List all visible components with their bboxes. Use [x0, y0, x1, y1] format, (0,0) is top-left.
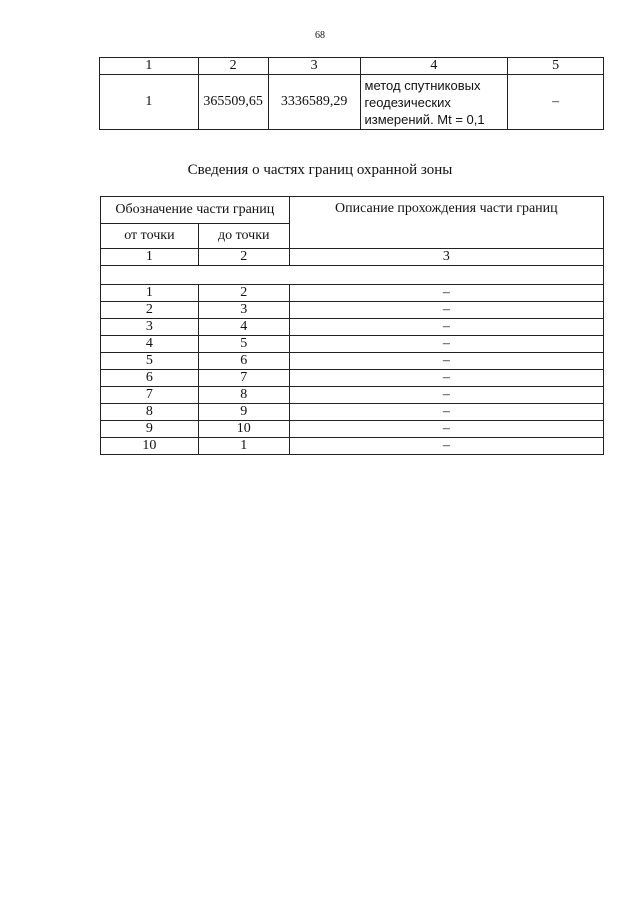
column-number: 3 [289, 249, 603, 266]
column-number: 1 [100, 58, 199, 75]
to-point: 9 [198, 404, 289, 421]
to-point: 10 [198, 421, 289, 438]
table-row [101, 336, 604, 353]
from-point: 5 [101, 353, 199, 370]
table-header-row [100, 58, 604, 75]
from-point: 9 [101, 421, 199, 438]
boundary-description: – [289, 387, 603, 404]
from-point: 4 [101, 336, 199, 353]
description-header: Описание прохождения части границ [289, 197, 603, 249]
table-row [101, 319, 604, 336]
table-row [101, 353, 604, 370]
boundary-parts-table [100, 196, 604, 455]
column-number: 5 [508, 58, 604, 75]
table-row [101, 285, 604, 302]
from-point: 2 [101, 302, 199, 319]
column-number: 2 [198, 58, 268, 75]
from-point-header: от точки [101, 224, 199, 249]
table-header-row [101, 197, 604, 224]
table-row [101, 404, 604, 421]
page-number: 68 [315, 30, 325, 41]
from-point: 10 [101, 438, 199, 455]
method-line: метод спутниковых [364, 77, 481, 93]
to-point: 3 [198, 302, 289, 319]
from-point: 1 [101, 285, 199, 302]
from-point: 3 [101, 319, 199, 336]
boundary-description: – [289, 285, 603, 302]
coordinate-y: 3336589,29 [268, 75, 360, 130]
table-row [101, 421, 604, 438]
to-point: 4 [198, 319, 289, 336]
column-5-value: – [508, 75, 604, 130]
column-numbers-row [101, 249, 604, 266]
boundary-description: – [289, 404, 603, 421]
coordinates-table [99, 57, 604, 130]
to-point: 6 [198, 353, 289, 370]
column-number: 1 [101, 249, 199, 266]
empty-row [101, 266, 604, 285]
section-title: Сведения о частях границ охранной зоны [187, 162, 453, 178]
to-point-header: до точки [198, 224, 289, 249]
table-row [100, 75, 604, 130]
column-number: 2 [198, 249, 289, 266]
to-point: 2 [198, 285, 289, 302]
boundary-description: – [289, 353, 603, 370]
boundary-description: – [289, 319, 603, 336]
method-line: измерений. Mt = 0,1 [364, 111, 485, 127]
boundary-description: – [289, 438, 603, 455]
boundary-description: – [289, 370, 603, 387]
method-description [360, 75, 508, 130]
boundary-description: – [289, 421, 603, 438]
to-point: 5 [198, 336, 289, 353]
to-point: 7 [198, 370, 289, 387]
from-point: 7 [101, 387, 199, 404]
table-row [101, 438, 604, 455]
to-point: 1 [198, 438, 289, 455]
designation-header: Обозначение части границ [101, 197, 290, 224]
column-number: 4 [360, 58, 508, 75]
boundary-description: – [289, 336, 603, 353]
boundary-description: – [289, 302, 603, 319]
point-number: 1 [100, 75, 199, 130]
table-row [101, 370, 604, 387]
table-row [101, 387, 604, 404]
table-row [101, 302, 604, 319]
from-point: 8 [101, 404, 199, 421]
coordinate-x: 365509,65 [198, 75, 268, 130]
to-point: 8 [198, 387, 289, 404]
method-line: геодезических [364, 94, 451, 110]
column-number: 3 [268, 58, 360, 75]
from-point: 6 [101, 370, 199, 387]
